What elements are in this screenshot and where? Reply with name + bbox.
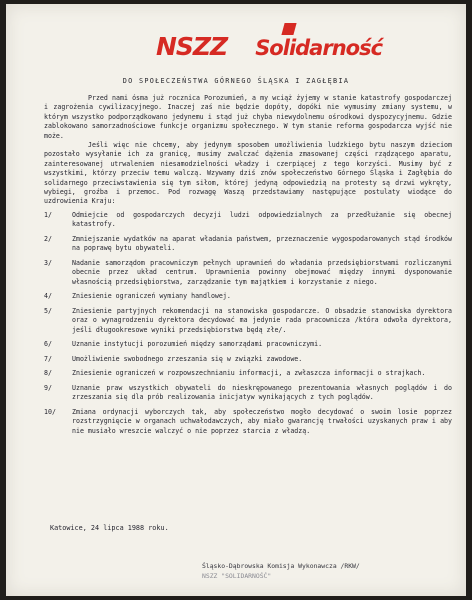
item-text: Zniesienie partyjnych rekomendacji na stanowiska gospodarcze. O obsadzie stanowiska dyrektora oraz o wynagrodzeniu dyrektora decydować ma jedynie rada pracownicza /która odwoła dyrektora, jeśli długookresowe wyniki przedsiębiorstwa będą złe/. — [72, 306, 452, 334]
list-item — [44, 408, 452, 436]
item-number: 9/ — [44, 384, 52, 393]
list-item — [44, 340, 452, 349]
item-text: Zniesienie ograniczeń wymiany handlowej. — [72, 292, 231, 301]
flag-icon — [282, 23, 297, 35]
list-item — [44, 307, 452, 335]
signature-block — [202, 561, 462, 581]
item-text: Zmniejszanie wydatków na aparat władania państwem, przeznaczenie wygospodarowanych stąd środków na poprawę bytu obywateli. — [72, 234, 452, 253]
item-text: Uznanie praw wszystkich obywateli do nieskrępowanego prezentowania własnych poglądów i do zrzeszania się dla prób realizowania inicjatyw wynikających z tych poglądów. — [72, 384, 452, 402]
intro-paragraph-2: Jeśli więc nie chcemy, aby jedynym sposobem umożliwienia ludzkiego bytu naszym dzieciom pozostało wysyłanie ich za granicę, musimy zwalczać dążenia zmasowanej części rządzącego aparatu, zainteresowanej utrwaleniem niesamodzielności władzy i czerpiącej z tego korzyści. Musimy być z wszystkimi, którzy przeciw temu walczą. Wzywamy dziś znów społeczeństwo Górnego Śląska i Zagłębia do solidarnego przeciwstawienia się tym siłom, której jedyną odpowiedzią na protesty są drzwi wykręty, wybiegi, groźba i przemoc. Pod rozwagę Waszą przedstawiamy następujące postulaty wiodące do uzdrowienia Kraju: — [44, 141, 452, 206]
list-item — [44, 369, 452, 378]
document-page — [6, 4, 466, 596]
list-item — [44, 259, 452, 287]
signature-line-2: NSZZ "SOLIDARNOŚĆ" — [202, 572, 272, 580]
item-number: 3/ — [44, 258, 52, 267]
list-item — [44, 235, 452, 254]
item-text: Umożliwienie swobodnego zrzeszania się w związki zawodowe. — [72, 354, 303, 363]
item-number: 7/ — [44, 354, 52, 363]
item-number: 10/ — [44, 408, 56, 417]
item-number: 8/ — [44, 369, 52, 378]
item-number: 2/ — [44, 234, 52, 243]
list-item — [44, 384, 452, 403]
list-item — [44, 355, 452, 364]
item-text: Odmiejcie od gospodarczych decyzji ludzi odpowiedzialnych za przedłużanie się obecnej katastrofy. — [72, 210, 452, 229]
item-number: 1/ — [44, 210, 52, 219]
item-number: 5/ — [44, 306, 52, 315]
logo-nszz: NSZZ — [156, 32, 228, 61]
item-text: Nadanie samorządom pracowniczym pełnych uprawnień do władania przedsiębiorstwami rozliczanymi obecnie przez układ centrum. Uprawnienia powinny obejmować między innymi dysponowanie własnością przedsiębiorstwa, zarządzanie tym majątkiem i korzystanie z niego. — [72, 258, 452, 286]
intro-paragraph-1: Przed nami ósma już rocznica Porozumień, a my wciąż żyjemy w stanie katastrofy gospodarczej i zagrożenia cywilizacyjnego. Inaczej zaś nie będzie dopóty, dopóki nie wymusimy zmiany systemu, w którym wszystko podporządkowano jedynemu i stąd już chyba niewydolnemu ośrodkowi dyspozycyjnemu. Gdzie zablokowano samorzadnościowe funkcje organizmu społecznego. W tym stanie reforma gospodarcza wyjść nie może. — [44, 94, 452, 140]
document-title: DO SPOŁECZEŃSTWA GÓRNEGO ŚLĄSKA I ZAGŁĘBIA — [122, 77, 350, 85]
item-text: Uznanie instytucji porozumień między samorządami pracowniczymi. — [72, 340, 323, 349]
date-line: Katowice, 24 lipca 1988 roku. — [50, 524, 169, 532]
logo-solidarnosc-text: Solidarność — [255, 36, 383, 60]
list-item — [44, 292, 452, 301]
list-item — [44, 211, 452, 230]
logo-solidarnosc — [255, 36, 382, 60]
postulates-list — [44, 211, 452, 436]
document-body — [44, 94, 452, 441]
item-number: 6/ — [44, 340, 52, 349]
solidarnosc-logo — [156, 32, 382, 61]
item-text: Zmiana ordynacji wyborczych tak, aby społeczeństwo mogło decydować o swoim losie poprzez rozstrzygnięcie w organach uchwałodawczych, aby miało gwarancję trwałości uzyskanych praw i aby nie musiało wreszcie walczyć o nie poprzez starcia z władzą. — [72, 408, 452, 435]
signature-line-1: Śląsko-Dąbrowska Komisja Wykonawcza /RKW/ — [202, 562, 360, 570]
item-text: Zniesienie ograniczeń w rozpowszechnianiu informacji, a zwłaszcza informacji o strajkach. — [72, 369, 426, 378]
item-number: 4/ — [44, 292, 52, 301]
